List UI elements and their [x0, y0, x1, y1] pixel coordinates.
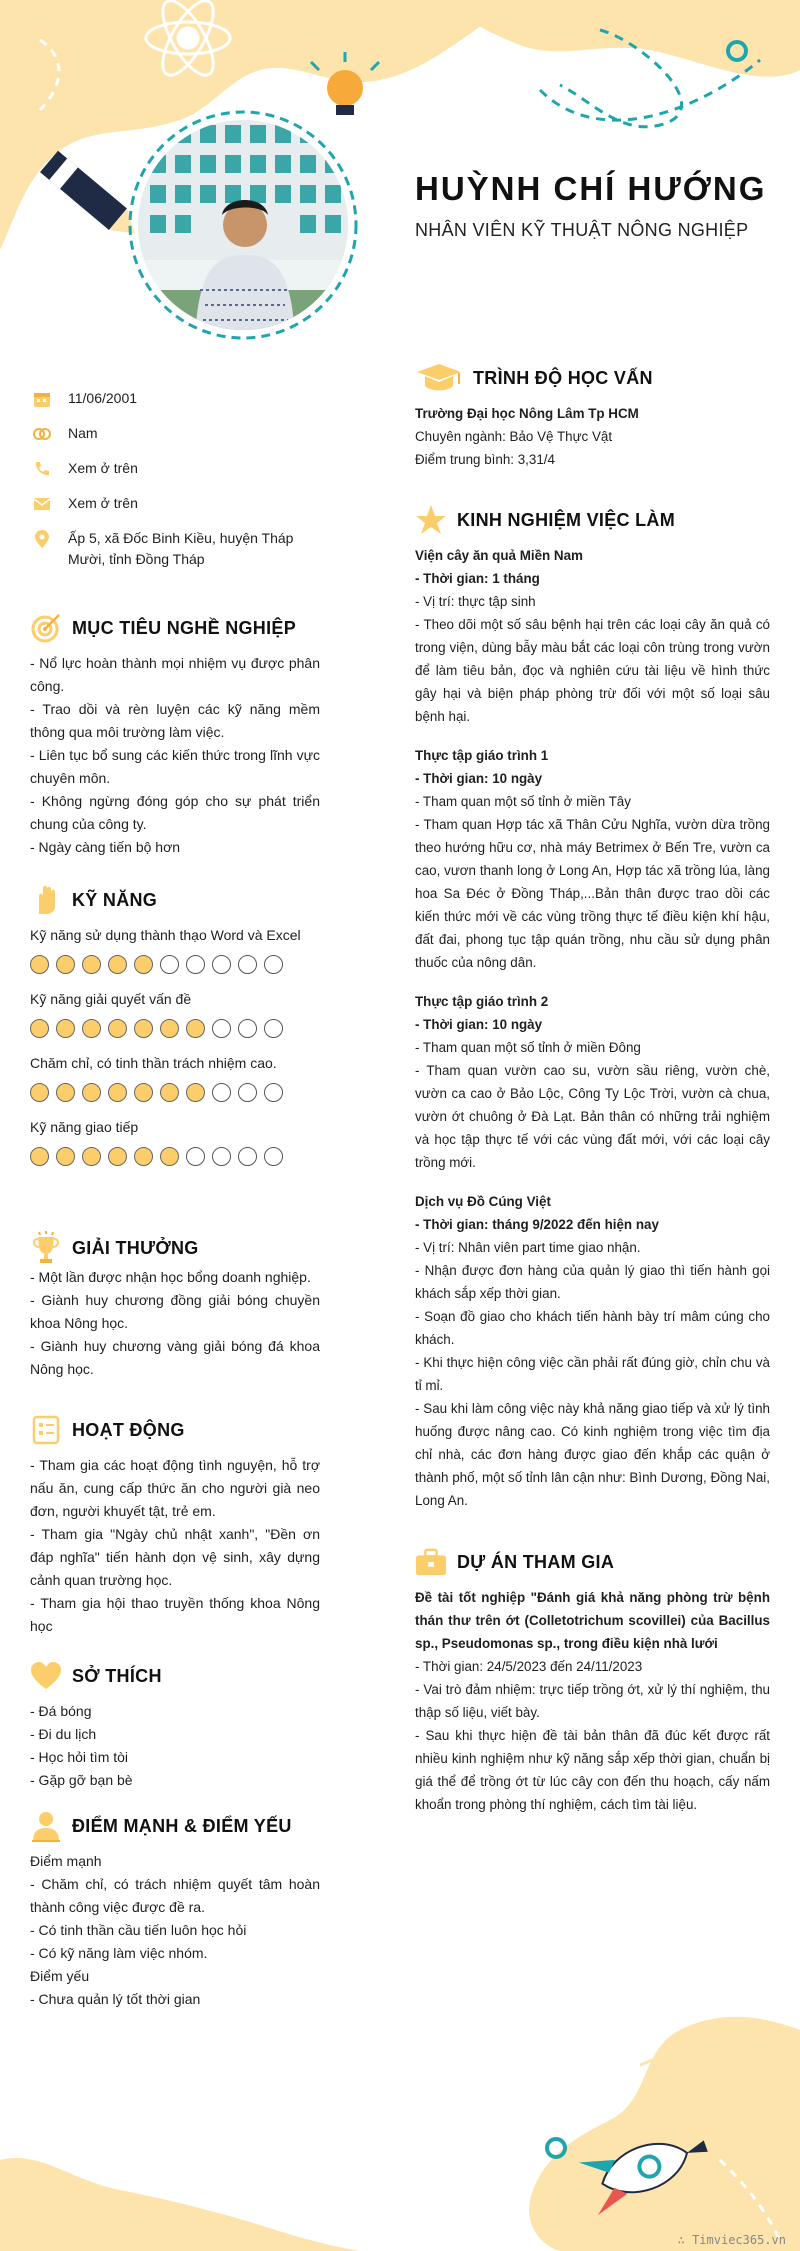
job-company: Thực tập giáo trình 1 — [415, 748, 549, 763]
job-line: - Vị trí: Nhân viên part time giao nhận. — [415, 1240, 641, 1255]
award-item: - Một lần được nhận học bổng doanh nghiệp. — [30, 1269, 311, 1285]
rating-dot-filled — [30, 1083, 49, 1102]
rating-dot-empty — [212, 1083, 231, 1102]
rating-dot-empty — [238, 1147, 257, 1166]
target-icon — [30, 612, 62, 644]
strength-item: - Chưa quản lý tốt thời gian — [30, 1991, 201, 2007]
job-line: - Khi thực hiện công việc cần phải rất đúng giờ, chỉn chu và tỉ mỉ. — [415, 1355, 770, 1393]
project-title: Đề tài tốt nghiệp "Đánh giá khả năng phòng trừ bệnh thán thư trên ớt (Colletotrichum scovillei) của Bacillus sp., Pseudomonas sp., trong điều kiện nhà lưới — [415, 1590, 770, 1651]
rating-dot-filled — [82, 1147, 101, 1166]
job-line: - Vị trí: thực tập sinh — [415, 594, 536, 609]
job-time: - Thời gian: 10 ngày — [415, 771, 543, 786]
award-item: - Giành huy chương đồng giải bóng chuyền khoa Nông học. — [30, 1292, 320, 1331]
objective-item: - Trao dồi và rèn luyện các kỹ năng mềm thông qua môi trường làm việc. — [30, 701, 320, 740]
job-line: - Tham quan một số tỉnh ở miền Tây — [415, 794, 631, 809]
heart-icon — [30, 1660, 62, 1692]
activities-heading: HOẠT ĐỘNG — [72, 1419, 185, 1440]
skill-label: Kỹ năng sử dụng thành thạo Word và Excel — [30, 927, 301, 943]
info-address: Ấp 5, xã Đốc Binh Kiều, huyện Tháp Mười, tỉnh Đồng Tháp — [30, 528, 350, 570]
trophy-icon — [30, 1232, 62, 1264]
objective-item: - Liên tục bổ sung các kiến thức trong lĩnh vực chuyên môn. — [30, 747, 320, 786]
rating-dot-filled — [134, 1147, 153, 1166]
candidate-name: HUỲNH CHÍ HƯỚNG — [415, 170, 767, 207]
rating-dot-empty — [160, 955, 179, 974]
project-line: - Thời gian: 24/5/2023 đến 24/11/2023 — [415, 1659, 643, 1674]
education-section — [415, 362, 770, 471]
job-entry — [415, 744, 770, 974]
rating-dot-filled — [30, 955, 49, 974]
email-icon — [30, 493, 54, 514]
job-entry — [415, 1190, 770, 1512]
projects-heading: DỰ ÁN THAM GIA — [457, 1551, 615, 1572]
location-icon — [30, 528, 54, 549]
objective-heading: MỤC TIÊU NGHỀ NGHIỆP — [72, 617, 297, 638]
award-item: - Giành huy chương vàng giải bóng đá khoa Nông học. — [30, 1338, 320, 1377]
skill-rating — [30, 1147, 320, 1166]
objective-section — [30, 612, 320, 859]
strengths-section — [30, 1810, 320, 2011]
skill-rating — [30, 1083, 320, 1102]
rating-dot-filled — [56, 1083, 75, 1102]
rating-dot-filled — [82, 955, 101, 974]
projects-section — [415, 1546, 770, 1816]
strength-item: - Chăm chỉ, có trách nhiệm quyết tâm hoàn thành công việc được đề ra. — [30, 1876, 320, 1915]
rating-dot-filled — [160, 1083, 179, 1102]
rating-dot-filled — [108, 1147, 127, 1166]
personal-info — [30, 388, 350, 584]
rating-dot-filled — [160, 1147, 179, 1166]
skill-label: Kỹ năng giải quyết vấn đề — [30, 991, 192, 1007]
rating-dot-empty — [264, 955, 283, 974]
experience-section — [415, 504, 770, 1528]
project-line: - Vai trò đảm nhiệm: trực tiếp trồng ớt, xử lý thí nghiệm, thu thập số liệu, viết bày. — [415, 1682, 770, 1720]
job-line: - Tham quan một số tỉnh ở miền Đông — [415, 1040, 641, 1055]
rating-dot-empty — [212, 1019, 231, 1038]
rating-dot-filled — [160, 1019, 179, 1038]
strengths-heading: ĐIỂM MẠNH & ĐIỂM YẾU — [72, 1815, 292, 1836]
strength-item: Điểm mạnh — [30, 1853, 102, 1869]
skill-rating — [30, 1019, 320, 1038]
rating-dot-filled — [82, 1083, 101, 1102]
rating-dot-filled — [56, 1019, 75, 1038]
hobby-item: - Đá bóng — [30, 1703, 92, 1719]
skills-heading: KỸ NĂNG — [72, 889, 158, 910]
rating-dot-empty — [238, 1083, 257, 1102]
job-entry — [415, 990, 770, 1174]
rating-dot-filled — [56, 1147, 75, 1166]
rating-dot-filled — [134, 955, 153, 974]
activity-item: - Tham gia "Ngày chủ nhật xanh", "Đền ơn đáp nghĩa" tiến hành dọn vệ sinh, xây dựng cảnh quan trường học. — [30, 1526, 320, 1588]
rating-dot-empty — [264, 1147, 283, 1166]
star-icon — [415, 504, 447, 536]
skills-section — [30, 884, 320, 1180]
hobbies-section — [30, 1660, 320, 1792]
rating-dot-empty — [186, 1147, 205, 1166]
awards-heading: GIẢI THƯỞNG — [72, 1237, 199, 1258]
activity-item: - Tham gia các hoạt động tình nguyện, hỗ trợ nấu ăn, cung cấp thức ăn cho người già neo đơn, người khuyết tật, trẻ em. — [30, 1457, 320, 1519]
hobby-item: - Gặp gỡ bạn bè — [30, 1772, 133, 1788]
rating-dot-empty — [264, 1019, 283, 1038]
job-line: - Tham quan vườn cao su, vườn sầu riêng, vườn chè, vườn ca cao ở Bảo Lộc, Công Ty Lộc Trời, vườn cà chua, vườn ớt chuông ở Đà Lạt. Bản thân có những trải nghiệm và học tập thực tế với các vùng đất mới, với các loại cây trồng mới. — [415, 1063, 770, 1170]
skill-label: Chăm chỉ, có tinh thần trách nhiệm cao. — [30, 1055, 277, 1071]
rating-dot-filled — [134, 1019, 153, 1038]
briefcase-icon — [415, 1546, 447, 1578]
rating-dot-filled — [108, 955, 127, 974]
job-company: Viện cây ăn quả Miền Nam — [415, 548, 583, 563]
rating-dot-filled — [134, 1083, 153, 1102]
strength-item: - Có kỹ năng làm việc nhóm. — [30, 1945, 208, 1961]
graduation-cap-icon — [415, 362, 463, 394]
info-gender: Nam — [30, 423, 350, 444]
rating-dot-empty — [212, 955, 231, 974]
rating-dot-empty — [186, 955, 205, 974]
job-company: Thực tập giáo trình 2 — [415, 994, 549, 1009]
skill-rating — [30, 955, 320, 974]
rating-dot-filled — [108, 1083, 127, 1102]
major: Chuyên ngành: Bảo Vệ Thực Vật — [415, 429, 613, 444]
rating-dot-filled — [30, 1147, 49, 1166]
hand-icon — [30, 884, 62, 916]
hobby-item: - Học hỏi tìm tòi — [30, 1749, 129, 1765]
activity-item: - Tham gia hội thao truyền thống khoa Nông học — [30, 1595, 320, 1634]
job-time: - Thời gian: 1 tháng — [415, 571, 540, 586]
info-birthday: 11/06/2001 — [30, 388, 350, 409]
footer-decoration — [0, 2010, 800, 2251]
info-phone: Xem ở trên — [30, 458, 350, 479]
strength-item: - Có tinh thần cầu tiến luôn học hỏi — [30, 1922, 247, 1938]
checklist-icon — [30, 1414, 62, 1446]
project-line: - Sau khi thực hiện đề tài bản thân đã đúc kết được rất nhiều kinh nghiệm như kỹ năng sắp xếp thời gian, chuẩn bị giá thể để trồng ớt từ lúc cây con đến thu hoạch, cấy nấm khoẩn trong phòng thí nghiệm, cách tìm tài liệu. — [415, 1728, 770, 1812]
school-name: Trường Đại học Nông Lâm Tp HCM — [415, 406, 639, 421]
experience-heading: KINH NGHIỆM VIỆC LÀM — [457, 509, 676, 530]
rating-dot-filled — [186, 1083, 205, 1102]
rating-dot-empty — [238, 1019, 257, 1038]
objective-item: - Nổ lực hoàn thành mọi nhiệm vụ được phân công. — [30, 655, 320, 694]
education-heading: TRÌNH ĐỘ HỌC VẤN — [473, 367, 653, 388]
activities-section — [30, 1414, 320, 1638]
rating-dot-empty — [212, 1147, 231, 1166]
gpa: Điểm trung bình: 3,31/4 — [415, 452, 555, 467]
pencil-icon — [40, 151, 144, 244]
rating-dot-filled — [82, 1019, 101, 1038]
awards-section — [30, 1232, 320, 1381]
job-company: Dịch vụ Đồ Cúng Việt — [415, 1194, 551, 1209]
rating-dot-filled — [30, 1019, 49, 1038]
job-title: NHÂN VIÊN KỸ THUẬT NÔNG NGHIỆP — [415, 220, 749, 240]
hobby-item: - Đi du lịch — [30, 1726, 97, 1742]
gender-icon — [30, 423, 54, 444]
job-line: - Sau khi làm công việc này khả năng giao tiếp và xử lý tình huống được nâng cao. Có kinh nghiệm trong việc tìm địa chỉ nhà, các đơn hàng được giao đến khắp các quận ở thành phố, một số tỉnh lân cận như: Bình Dương, Đồng Nai, Long An. — [415, 1401, 770, 1508]
objective-item: - Ngày càng tiến bộ hơn — [30, 839, 181, 855]
calendar-icon — [30, 388, 54, 409]
phone-icon — [30, 458, 54, 479]
job-line: - Nhận được đơn hàng của quản lý giao thì tiến hành gọi khách sắp xếp thời gian. — [415, 1263, 770, 1301]
job-time: - Thời gian: 10 ngày — [415, 1017, 543, 1032]
strength-item: Điểm yếu — [30, 1968, 90, 1984]
objective-item: - Không ngừng đóng góp cho sự phát triển chung của công ty. — [30, 793, 320, 832]
rating-dot-filled — [108, 1019, 127, 1038]
person-icon — [30, 1810, 62, 1842]
job-line: - Theo dõi một số sâu bệnh hại trên các loại cây ăn quả có trong viện, dùng bẫy màu bắt các loại côn trùng trong vườn để làm tiêu bản, đọc và nghiên cứu tài liệu về hình thức gây hại và biện pháp phòng trừ đối với một số loại sâu bệnh hại. — [415, 617, 770, 724]
hobbies-heading: SỞ THÍCH — [72, 1665, 162, 1686]
job-entry — [415, 544, 770, 728]
rating-dot-empty — [238, 955, 257, 974]
job-time: - Thời gian: tháng 9/2022 đến hiện nay — [415, 1217, 659, 1232]
job-line: - Tham quan Hợp tác xã Thân Cửu Nghĩa, vườn dừa trồng theo hướng hữu cơ, nhà máy Betrimex ở Bến Tre, vườn ca cao, vươn thanh long ở Long An, Hợp tác xã trồng lúa, làng hoa Sa Đéc ở Đồng Tháp,...Bản thân được trao dồi các kiến thức mới về các vùng trồng thực tế điều kiện khí hậu, đất đai, phong tục tập quán trồng, nhu cầu sử dụng phân thuốc của nông dân. — [415, 817, 770, 970]
info-email: Xem ở trên — [30, 493, 350, 514]
job-line: - Soạn đồ giao cho khách tiến hành bày trí mâm cúng cho khách. — [415, 1309, 770, 1347]
watermark: ∴ Timviec365.vn — [677, 2233, 786, 2247]
rating-dot-empty — [264, 1083, 283, 1102]
skill-label: Kỹ năng giao tiếp — [30, 1119, 139, 1135]
rating-dot-filled — [186, 1019, 205, 1038]
rating-dot-filled — [56, 955, 75, 974]
